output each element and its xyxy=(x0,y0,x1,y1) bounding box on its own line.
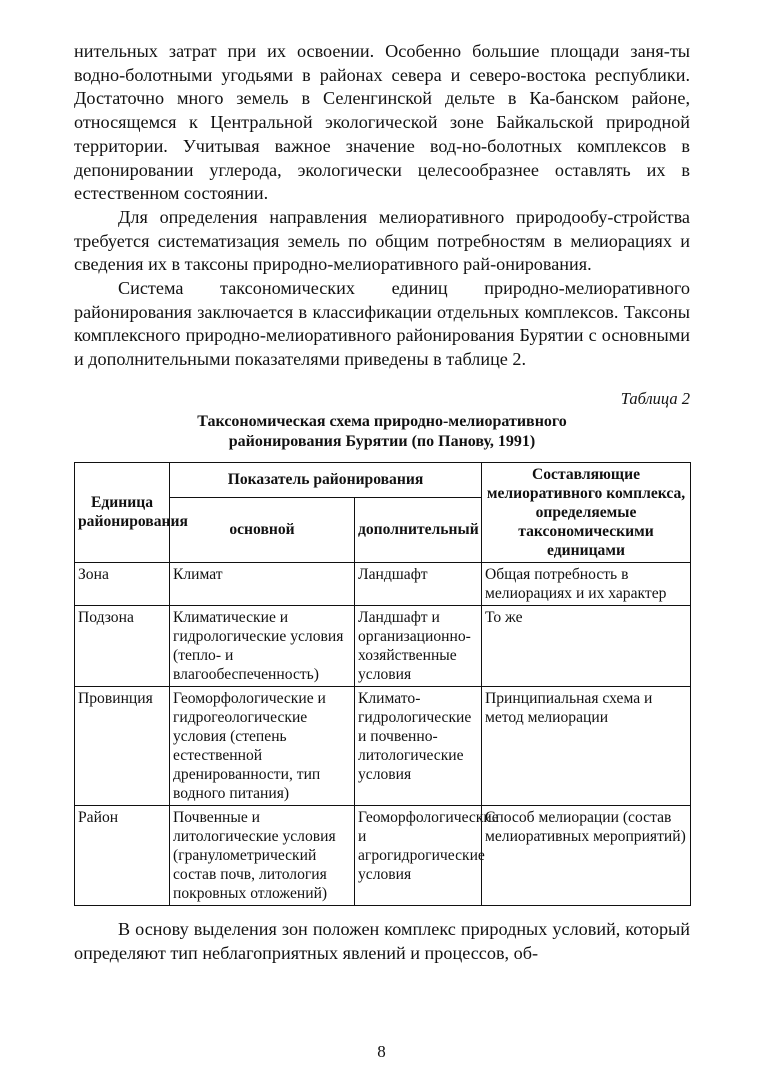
cell-main: Климат xyxy=(170,562,355,605)
header-additional: дополнительный xyxy=(355,497,482,562)
table-title-line-1: Таксономическая схема природно-мелиоративного xyxy=(197,412,567,430)
header-main: основной xyxy=(170,497,355,562)
cell-components: Общая потребность в мелиорациях и их характер xyxy=(482,562,691,605)
table-row xyxy=(75,805,691,905)
cell-additional: Геоморфологические и агрогидрогические условия xyxy=(355,805,482,905)
paragraph-3: Система таксономических единиц природно-мелиоративного районирования заключается в классификации отдельных комплексов. Таксоны комплексного природно-мелиоративного районирования Бурятии с основными и дополнительными показателями приведены в таблице 2. xyxy=(74,278,690,370)
cell-main: Почвенные и литологические условия (гранулометрический состав почв, литология покровных отложений) xyxy=(170,805,355,905)
table-row xyxy=(75,562,691,605)
cell-unit: Провинция xyxy=(75,686,170,805)
cell-unit: Подзона xyxy=(75,605,170,686)
paragraph-2: Для определения направления мелиоративного природообу-стройства требуется систематизация земель по общим потребностям в мелиорациях и сведения их в таксоны природно-мелиоративного рай-онирования. xyxy=(74,206,690,275)
table-number: Таблица 2 xyxy=(620,388,690,408)
cell-components: Способ мелиорации (состав мелиоративных мероприятий) xyxy=(482,805,691,905)
taxonomy-table xyxy=(74,462,691,906)
header-unit: Единица районирования xyxy=(75,462,170,562)
header-indicator-group: Показатель районирования xyxy=(170,462,482,497)
paragraph-1: нительных затрат при их освоении. Особенно большие площади заня-ты водно-болотными угодьями в районах севера и северо-востока республики. Достаточно много земель в Селенгинской дельте в Ка-банском районе, относящемся к Центральной экологической зоне Байкальской природной территории. Учитывая важное значение вод-но-болотных комплексов в депонировании углерода, экологически целесообразнее оставлять их в естественном состоянии. xyxy=(74,41,690,204)
page-number: 8 xyxy=(377,1042,386,1061)
cell-components: Принципиальная схема и метод мелиорации xyxy=(482,686,691,805)
cell-unit: Зона xyxy=(75,562,170,605)
table-title-line-2: районирования Бурятии (по Панову, 1991) xyxy=(228,432,536,450)
cell-additional: Ландшафт xyxy=(355,562,482,605)
header-components: Составляющие мелиоративного комплекса, определяемые таксономическими единицами xyxy=(482,462,691,562)
cell-main: Геоморфологические и гидрогеологические условия (степень естественной дренированности, тип водного питания) xyxy=(170,686,355,805)
paragraph-4: В основу выделения зон положен комплекс природных условий, который определяют тип неблагоприятных явлений и процессов, об- xyxy=(74,918,690,963)
table-title xyxy=(74,412,690,452)
cell-unit: Район xyxy=(75,805,170,905)
cell-components: То же xyxy=(482,605,691,686)
table-row xyxy=(75,686,691,805)
cell-additional: Ландшафт и организационно-хозяйственные условия xyxy=(355,605,482,686)
table-row xyxy=(75,605,691,686)
cell-additional: Климато-гидрологические и почвенно-литологические условия xyxy=(355,686,482,805)
page-body xyxy=(74,40,690,965)
cell-main: Климатические и гидрологические условия (тепло- и влагообеспеченность) xyxy=(170,605,355,686)
